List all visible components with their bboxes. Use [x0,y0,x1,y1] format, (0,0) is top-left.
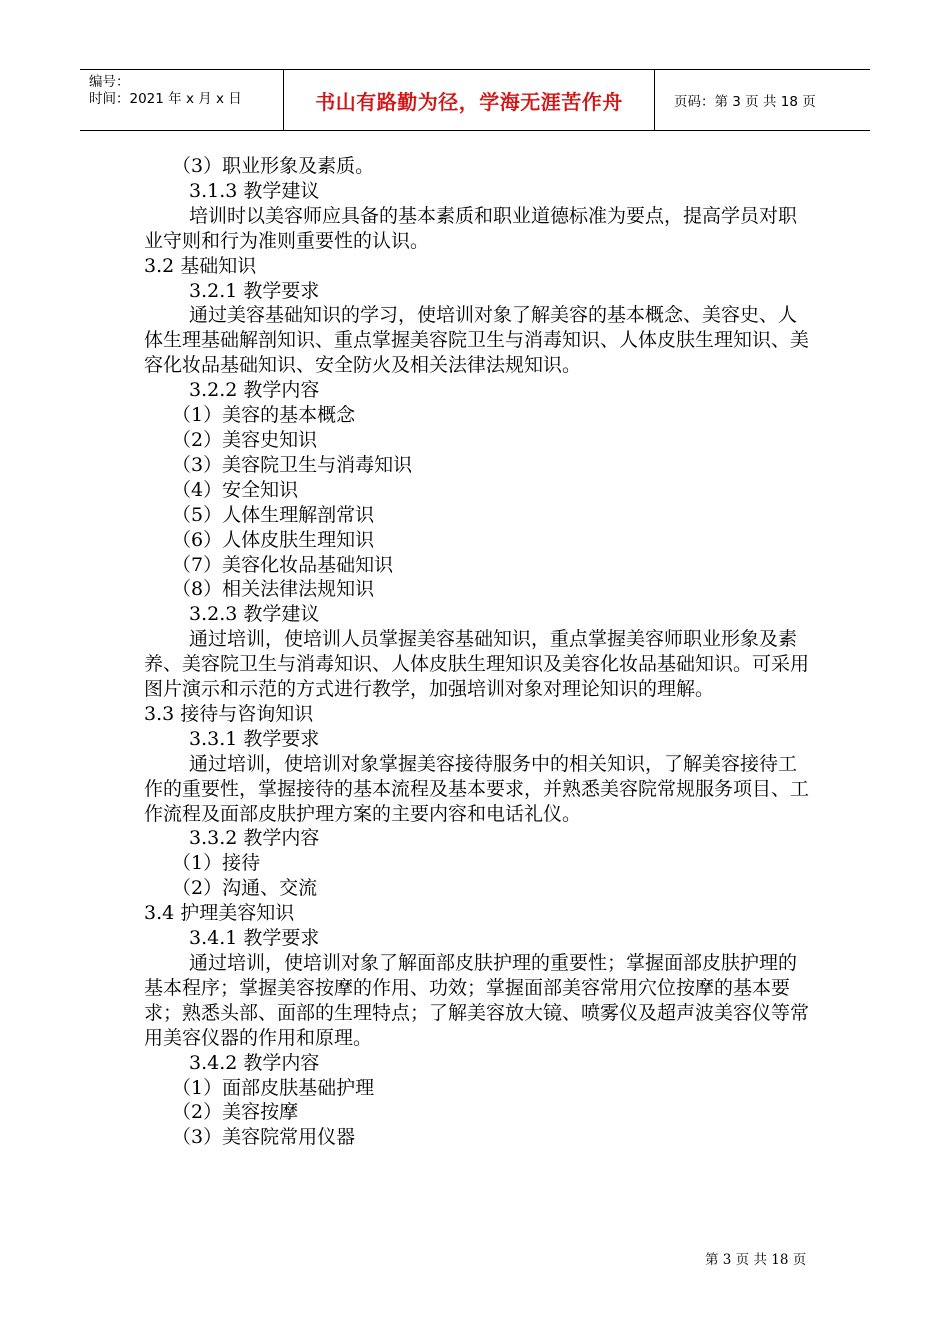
list-item: （6）人体皮肤生理知识 [172,528,375,551]
section-heading: 3.2.3 教学建议 [189,603,320,626]
list-item: （1）美容的基本概念 [172,404,356,427]
section-heading: 3.1.3 教学建议 [189,179,320,202]
page-footer: 第 3 页 共 18 页 [705,1252,807,1268]
section-heading: 3.2.2 教学内容 [189,379,320,402]
header-page-info [665,70,870,130]
page-header [80,69,870,131]
section-heading: 3.4 护理美容知识 [144,902,295,925]
list-item: （7）美容化妆品基础知识 [172,553,394,576]
section-heading: 3.4.2 教学内容 [189,1051,320,1074]
list-item: （2）美容史知识 [172,428,318,451]
list-item: （5）人体生理解剖常识 [172,503,375,526]
body-paragraph: 通过培训，使培训对象了解面部皮肤护理的重要性；掌握面部皮肤护理的基本程序；掌握美容按摩的作用、功效；掌握面部美容常用穴位按摩的基本要求；熟悉头部、面部的生理特点；了解美容放大镜、喷雾仪及超声波美容仪等常用美容仪器的作用和原理。 [144,952,810,1049]
document-body [144,154,814,1150]
header-meta [80,70,283,130]
body-paragraph: 通过培训，使培训人员掌握美容基础知识，重点掌握美容师职业形象及素养、美容院卫生与消毒知识、人体皮肤生理知识及美容化妆品基础知识。可采用图片演示和示范的方式进行教学，加强培训对象对理论知识的理解。 [144,628,810,701]
section-heading: 3.3.1 教学要求 [189,727,320,750]
body-paragraph: 通过美容基础知识的学习，使培训对象了解美容的基本概念、美容史、人体生理基础解剖知识、重点掌握美容院卫生与消毒知识、人体皮肤生理知识、美容化妆品基础知识、安全防火及相关法律法规知识。 [144,304,810,377]
list-item: （2）美容按摩 [172,1101,299,1124]
document-number-label: 编号： [89,74,130,90]
list-item: （3）美容院常用仪器 [172,1126,356,1149]
list-item: （1）接待 [172,852,261,875]
section-heading: 3.2 基础知识 [144,254,257,277]
body-paragraph: 通过培训，使培训对象掌握美容接待服务中的相关知识，了解美容接待工作的重要性，掌握接待的基本流程及基本要求，并熟悉美容院常规服务项目、工作流程及面部皮肤护理方案的主要内容和电话礼仪。 [144,752,810,825]
document-time-label: 时间：2021 年 x 月 x 日 [89,91,242,107]
body-paragraph: 培训时以美容师应具备的基本素质和职业道德标准为要点，提高学员对职业守则和行为准则重要性的认识。 [144,204,798,252]
list-item: （4）安全知识 [172,478,299,501]
section-heading: 3.3 接待与咨询知识 [144,702,314,725]
section-heading: 3.3.2 教学内容 [189,827,320,850]
header-motto: 书山有路勤为径，学海无涯苦作舟 [315,89,623,114]
list-item: （3）职业形象及素质。 [172,155,375,177]
list-item: （2）沟通、交流 [172,877,318,900]
section-heading: 3.2.1 教学要求 [189,279,320,302]
list-item: （1）面部皮肤基础护理 [172,1076,375,1099]
header-page-info-text: 页码：第 3 页 共 18 页 [674,94,816,110]
header-divider [654,70,655,130]
list-item: （8）相关法律法规知识 [172,578,375,601]
section-heading: 3.4.1 教学要求 [189,927,320,950]
list-item: （3）美容院卫生与消毒知识 [172,453,413,476]
